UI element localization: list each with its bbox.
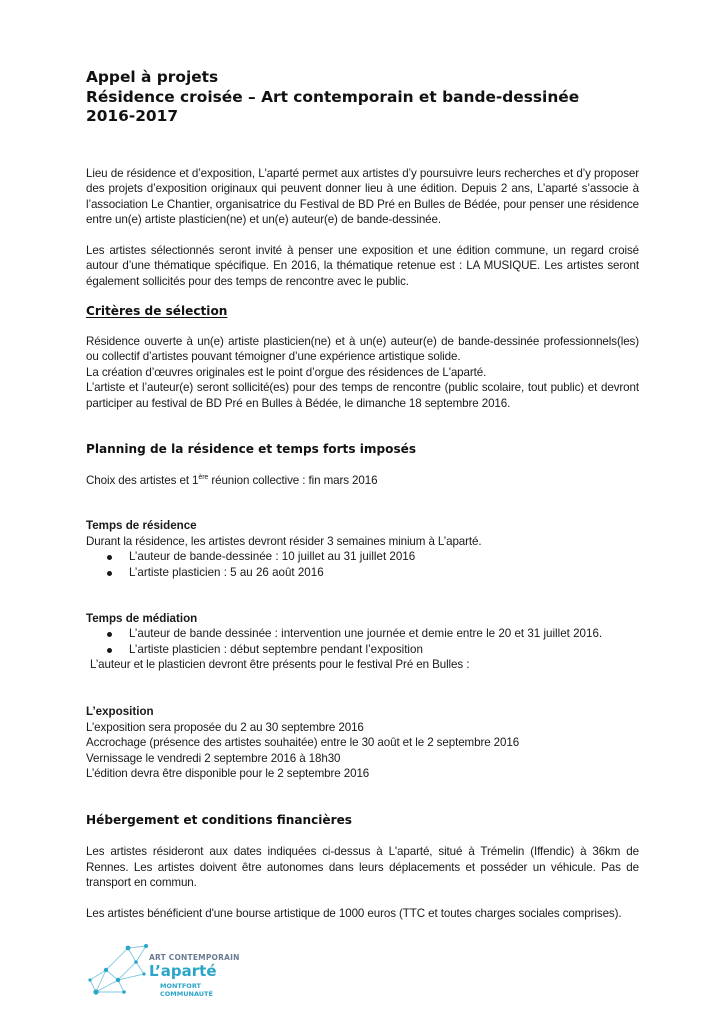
list-item: L’artiste plasticien : 5 au 26 août 2016	[129, 565, 639, 581]
choix-before: Choix des artistes et 1	[86, 473, 199, 487]
logo-line-1: ART CONTEMPORAIN	[149, 953, 240, 962]
document-page	[86, 68, 639, 921]
intro-paragraph-1: Lieu de résidence et d’exposition, L'aparté permet aux artistes d’y poursuivre leurs recherches et d’y proposer des projets d’exposition originaux qui peuvent donner lieu à une édition. Depuis 2 ans, L’aparté s’associe à l’association Le Chantier, organisatrice du Festival de BD Pré en Bulles de Bédée, pour penser une résidence entre un(e) artiste plasticien(ne) et un(e) auteur(e) de bande-dessinée.	[86, 166, 639, 227]
residence-heading: Temps de résidence	[86, 519, 197, 533]
hebergement-heading: Hébergement et conditions financières	[86, 812, 352, 827]
residence-text: Durant la résidence, les artistes devront résider 3 semaines minium à L’aparté.	[86, 534, 482, 548]
mediation-heading: Temps de médiation	[86, 611, 198, 625]
criteres-heading: Critères de sélection	[86, 303, 228, 318]
choix-after: réunion collective : fin mars 2016	[208, 473, 378, 487]
exposition-heading: L’exposition	[86, 704, 154, 718]
title-line-2: Résidence croisée – Art contemporain et bande-dessinée	[86, 87, 580, 106]
criteres-paragraph-3: L’artiste et l’auteur(e) seront sollicité(es) pour des temps de rencontre (public scolaire, tout public) et devront participer au festival de BD Pré en Bulles à Bédée, le dimanche 18 septembre 2016.	[86, 381, 639, 411]
criteres-paragraph-2: La création d’œuvres originales est le point d’orgue des résidences de L'aparté.	[86, 365, 487, 379]
list-item: L’artiste plasticien : début septembre pendant l’exposition	[129, 642, 639, 658]
exposition-line: Accrochage (présence des artistes souhaitée) entre le 30 août et le 2 septembre 2016	[86, 736, 520, 750]
residence-list	[86, 549, 639, 580]
logo-line-4: COMMUNAUTÉ	[160, 990, 213, 998]
exposition-line: Vernissage le vendredi 2 septembre 2016 à 18h30	[86, 751, 341, 765]
title-line-3: 2016-2017	[86, 107, 179, 125]
laparte-logo	[88, 940, 258, 1000]
choix-superscript: ère	[198, 473, 209, 481]
mediation-note: L’auteur et le plasticien devront être présents pour le festival Pré en Bulles :	[90, 658, 470, 672]
choix-artistes-line	[86, 473, 639, 489]
title-line-1: Appel à projets	[86, 68, 219, 86]
criteres-paragraph-1: Résidence ouverte à un(e) artiste plasticien(ne) et à un(e) auteur(e) de bande-dessinée professionnels(les) ou collectif d’artistes pouvant témoigner d’une expérience artistique solide.	[86, 334, 639, 364]
list-item: L’auteur de bande-dessinée : 10 juillet au 31 juillet 2016	[129, 549, 639, 565]
exposition-line: L’édition devra être disponible pour le 2 septembre 2016	[86, 767, 370, 781]
logo-line-2: L’aparté	[149, 962, 217, 980]
hebergement-paragraph-2: Les artistes bénéficient d'une bourse artistique de 1000 euros (TTC et toutes charges sociales comprises).	[86, 906, 622, 920]
logo-line-3: MONTFORT	[160, 982, 201, 990]
mediation-list	[86, 626, 639, 657]
hebergement-paragraph-1: Les artistes résideront aux dates indiquées ci-dessus à L'aparté, situé à Trémelin (Iffendic) à 36km de Rennes. Les artistes doivent être autonomes dans leurs déplacements et posséder un véhicule. Pas de transport en commun.	[86, 844, 639, 890]
list-item: L’auteur de bande dessinée : intervention une journée et demie entre le 20 et 31 juillet 2016.	[129, 626, 639, 642]
exposition-line: L’exposition sera proposée du 2 au 30 septembre 2016	[86, 720, 364, 734]
planning-heading: Planning de la résidence et temps forts imposés	[86, 441, 417, 456]
logo-line-3-4	[160, 982, 213, 998]
intro-paragraph-2: Les artistes sélectionnés seront invité à penser une exposition et une édition commune, un regard croisé autour d’une thématique spécifique. En 2016, la thématique retenue est : LA MUSIQUE. Les artistes seront également sollicités pour des temps de rencontre avec le public.	[86, 243, 639, 289]
document-title	[86, 68, 639, 127]
